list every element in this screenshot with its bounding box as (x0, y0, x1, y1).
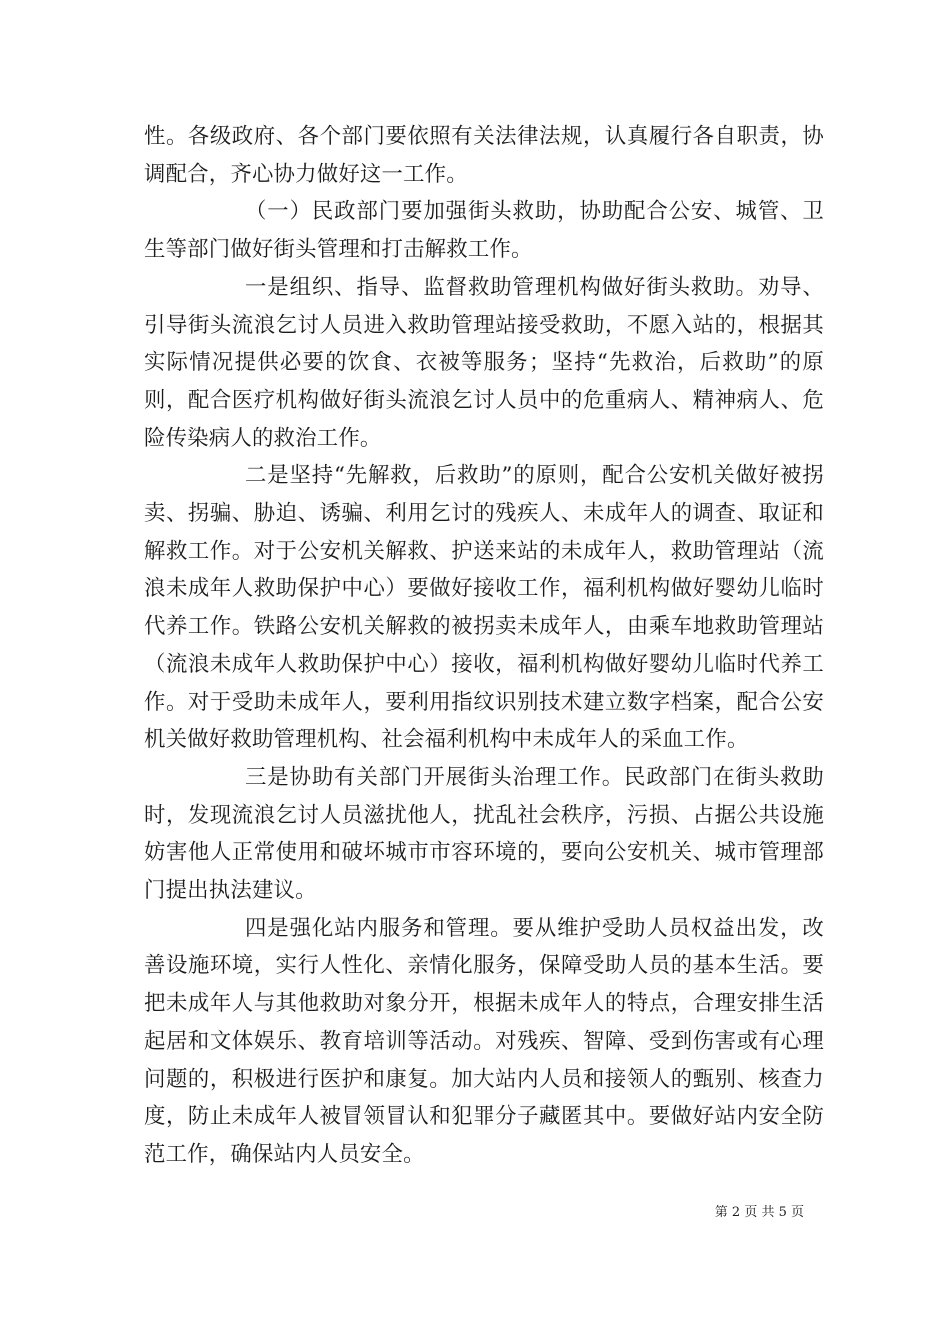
page-number-footer: 第 2 页 共 5 页 (714, 1205, 804, 1220)
paragraph-continuation: 性。各级政府、各个部门要依照有关法律法规，认真履行各自职责，协调配合，齐心协力做好这一工作。 (144, 124, 824, 187)
document-body (144, 118, 824, 1174)
paragraph-item-2: 二是坚持“先解救，后救助”的原则，配合公安机关做好被拐卖、拐骗、胁迫、诱骗、利用乞讨的残疾人、未成年人的调查、取证和解救工作。对于公安机关解救、护送来站的未成年人，救助管理站（流浪未成年人救助保护中心）要做好接收工作，福利机构做好婴幼儿临时代养工作。铁路公安机关解救的被拐卖未成年人，由乘车地救助管理站（流浪未成年人救助保护中心）接收，福利机构做好婴幼儿临时代养工作。对于受助未成年人，要利用指纹识别技术建立数字档案，配合公安机关做好救助管理机构、社会福利机构中未成年人的采血工作。 (144, 463, 824, 753)
paragraph-item-4: 四是强化站内服务和管理。要从维护受助人员权益出发，改善设施环境，实行人性化、亲情化服务，保障受助人员的基本生活。要把未成年人与其他救助对象分开，根据未成年人的特点，合理安排生活起居和文体娱乐、教育培训等活动。对残疾、智障、受到伤害或有心理问题的，积极进行医护和康复。加大站内人员和接领人的甄别、核查力度，防止未成年人被冒领冒认和犯罪分子藏匿其中。要做好站内安全防范工作，确保站内人员安全。 (144, 915, 824, 1167)
paragraph-item-1: 一是组织、指导、监督救助管理机构做好街头救助。劝导、引导街头流浪乞讨人员进入救助管理站接受救助，不愿入站的，根据其实际情况提供必要的饮食、衣被等服务；坚持“先救治，后救助”的原则，配合医疗机构做好街头流浪乞讨人员中的危重病人、精神病人、危险传染病人的救治工作。 (144, 274, 824, 451)
paragraph-section-heading: （一）民政部门要加强街头救助，协助配合公安、城管、卫生等部门做好街头管理和打击解救工作。 (144, 199, 824, 263)
paragraph-item-3: 三是协助有关部门开展街头治理工作。民政部门在街头救助时，发现流浪乞讨人员滋扰他人，扰乱社会秩序，污损、占据公共设施妨害他人正常使用和破坏城市市容环境的，要向公安机关、城市管理部门提出执法建议。 (144, 764, 824, 904)
